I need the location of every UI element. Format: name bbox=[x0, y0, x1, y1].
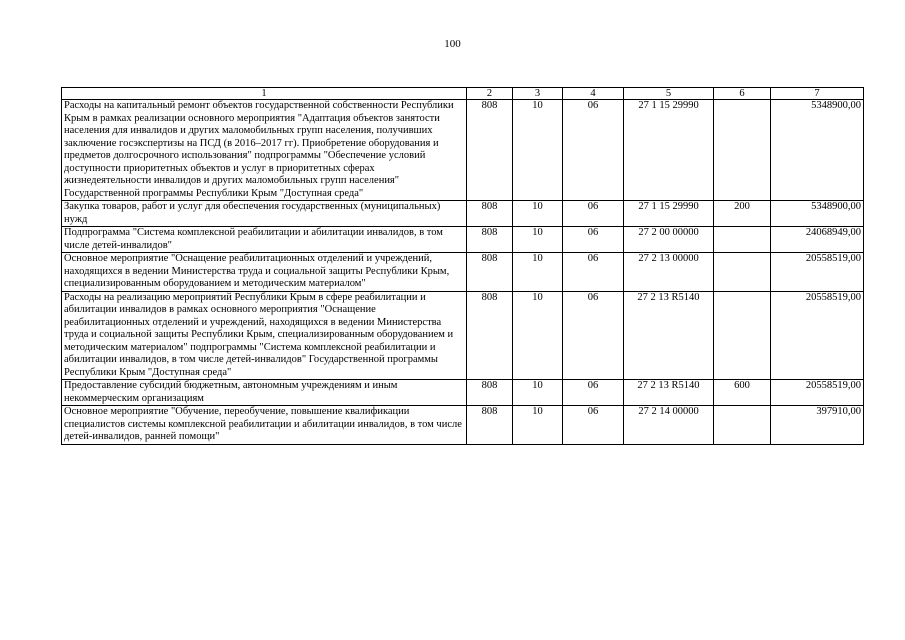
row-target-article: 27 1 15 29990 bbox=[624, 201, 714, 227]
row-subsection-code: 06 bbox=[563, 100, 624, 201]
row-section-code: 10 bbox=[513, 227, 563, 253]
row-amount: 397910,00 bbox=[771, 406, 864, 445]
table-row bbox=[62, 291, 864, 380]
row-target-article: 27 2 13 00000 bbox=[624, 253, 714, 292]
row-ministry-code: 808 bbox=[467, 253, 513, 292]
row-section-code: 10 bbox=[513, 291, 563, 380]
row-subsection-code: 06 bbox=[563, 201, 624, 227]
row-subsection-code: 06 bbox=[563, 227, 624, 253]
row-ministry-code: 808 bbox=[467, 201, 513, 227]
row-amount: 20558519,00 bbox=[771, 291, 864, 380]
row-name: Расходы на реализацию мероприятий Республики Крым в сфере реабилитации и абилитации инвалидов в рамках основного мероприятия "Оснащение реабилитационных отделений и учреждений, находящихся в ведении Министерства труда и социальной защиты Республики Крым, специализированным оборудованием и методическим материалом" подпрограммы "Система комплексной реабилитации и абилитации инвалидов, в том числе детей-инвалидов" Государственной программы Республики Крым "Доступная среда" bbox=[62, 291, 467, 380]
row-section-code: 10 bbox=[513, 100, 563, 201]
row-subsection-code: 06 bbox=[563, 291, 624, 380]
row-amount: 20558519,00 bbox=[771, 253, 864, 292]
row-target-article: 27 2 00 00000 bbox=[624, 227, 714, 253]
table-row bbox=[62, 227, 864, 253]
row-name: Подпрограмма "Система комплексной реабилитации и абилитации инвалидов, в том числе детей-инвалидов" bbox=[62, 227, 467, 253]
row-name: Расходы на капитальный ремонт объектов государственной собственности Республики Крым в рамках реализации основного мероприятия "Адаптация объектов занятости населения для инвалидов и других маломобильных групп населения, получивших заключение госэкспертизы на ПСД (в 2016–2017 гг). Приобретение оборудования и предметов долгосрочного использования" подпрограммы "Обеспечение условий доступности приоритетных объектов и услуг в приоритетных сферах жизнедеятельности инвалидов и других маломобильных групп населения" Государственной программы Республики Крым "Доступная среда" bbox=[62, 100, 467, 201]
row-ministry-code: 808 bbox=[467, 100, 513, 201]
row-ministry-code: 808 bbox=[467, 406, 513, 445]
row-expense-type bbox=[714, 227, 771, 253]
header-col-1: 1 bbox=[62, 88, 467, 100]
header-col-7: 7 bbox=[771, 88, 864, 100]
header-col-4: 4 bbox=[563, 88, 624, 100]
header-col-5: 5 bbox=[624, 88, 714, 100]
header-col-2: 2 bbox=[467, 88, 513, 100]
row-ministry-code: 808 bbox=[467, 227, 513, 253]
row-section-code: 10 bbox=[513, 406, 563, 445]
table-row bbox=[62, 253, 864, 292]
row-section-code: 10 bbox=[513, 253, 563, 292]
table-row bbox=[62, 406, 864, 445]
row-expense-type bbox=[714, 100, 771, 201]
row-name: Предоставление субсидий бюджетным, автономным учреждениям и иным некоммерческим организациям bbox=[62, 380, 467, 406]
row-amount: 24068949,00 bbox=[771, 227, 864, 253]
row-expense-type bbox=[714, 291, 771, 380]
row-expense-type bbox=[714, 253, 771, 292]
table-row bbox=[62, 380, 864, 406]
row-section-code: 10 bbox=[513, 201, 563, 227]
row-name: Основное мероприятие "Обучение, переобучение, повышение квалификации специалистов системы комплексной реабилитации и абилитации инвалидов, в том числе детей-инвалидов, ранней помощи" bbox=[62, 406, 467, 445]
page-number: 100 bbox=[444, 38, 461, 50]
row-name: Закупка товаров, работ и услуг для обеспечения государственных (муниципальных) нужд bbox=[62, 201, 467, 227]
row-amount: 20558519,00 bbox=[771, 380, 864, 406]
row-ministry-code: 808 bbox=[467, 291, 513, 380]
row-subsection-code: 06 bbox=[563, 406, 624, 445]
row-amount: 5348900,00 bbox=[771, 201, 864, 227]
row-ministry-code: 808 bbox=[467, 380, 513, 406]
budget-table bbox=[61, 87, 864, 445]
header-col-3: 3 bbox=[513, 88, 563, 100]
row-target-article: 27 2 14 00000 bbox=[624, 406, 714, 445]
header-row bbox=[62, 88, 864, 100]
row-expense-type: 600 bbox=[714, 380, 771, 406]
row-expense-type bbox=[714, 406, 771, 445]
row-amount: 5348900,00 bbox=[771, 100, 864, 201]
header-col-6: 6 bbox=[714, 88, 771, 100]
table-row bbox=[62, 201, 864, 227]
row-name: Основное мероприятие "Оснащение реабилитационных отделений и учреждений, находящихся в ведении Министерства труда и социальной защиты Республики Крым, специализированным оборудованием и методическим материалом" bbox=[62, 253, 467, 292]
row-expense-type: 200 bbox=[714, 201, 771, 227]
row-subsection-code: 06 bbox=[563, 380, 624, 406]
row-section-code: 10 bbox=[513, 380, 563, 406]
table-row bbox=[62, 100, 864, 201]
row-target-article: 27 2 13 R5140 bbox=[624, 291, 714, 380]
row-subsection-code: 06 bbox=[563, 253, 624, 292]
row-target-article: 27 2 13 R5140 bbox=[624, 380, 714, 406]
row-target-article: 27 1 15 29990 bbox=[624, 100, 714, 201]
